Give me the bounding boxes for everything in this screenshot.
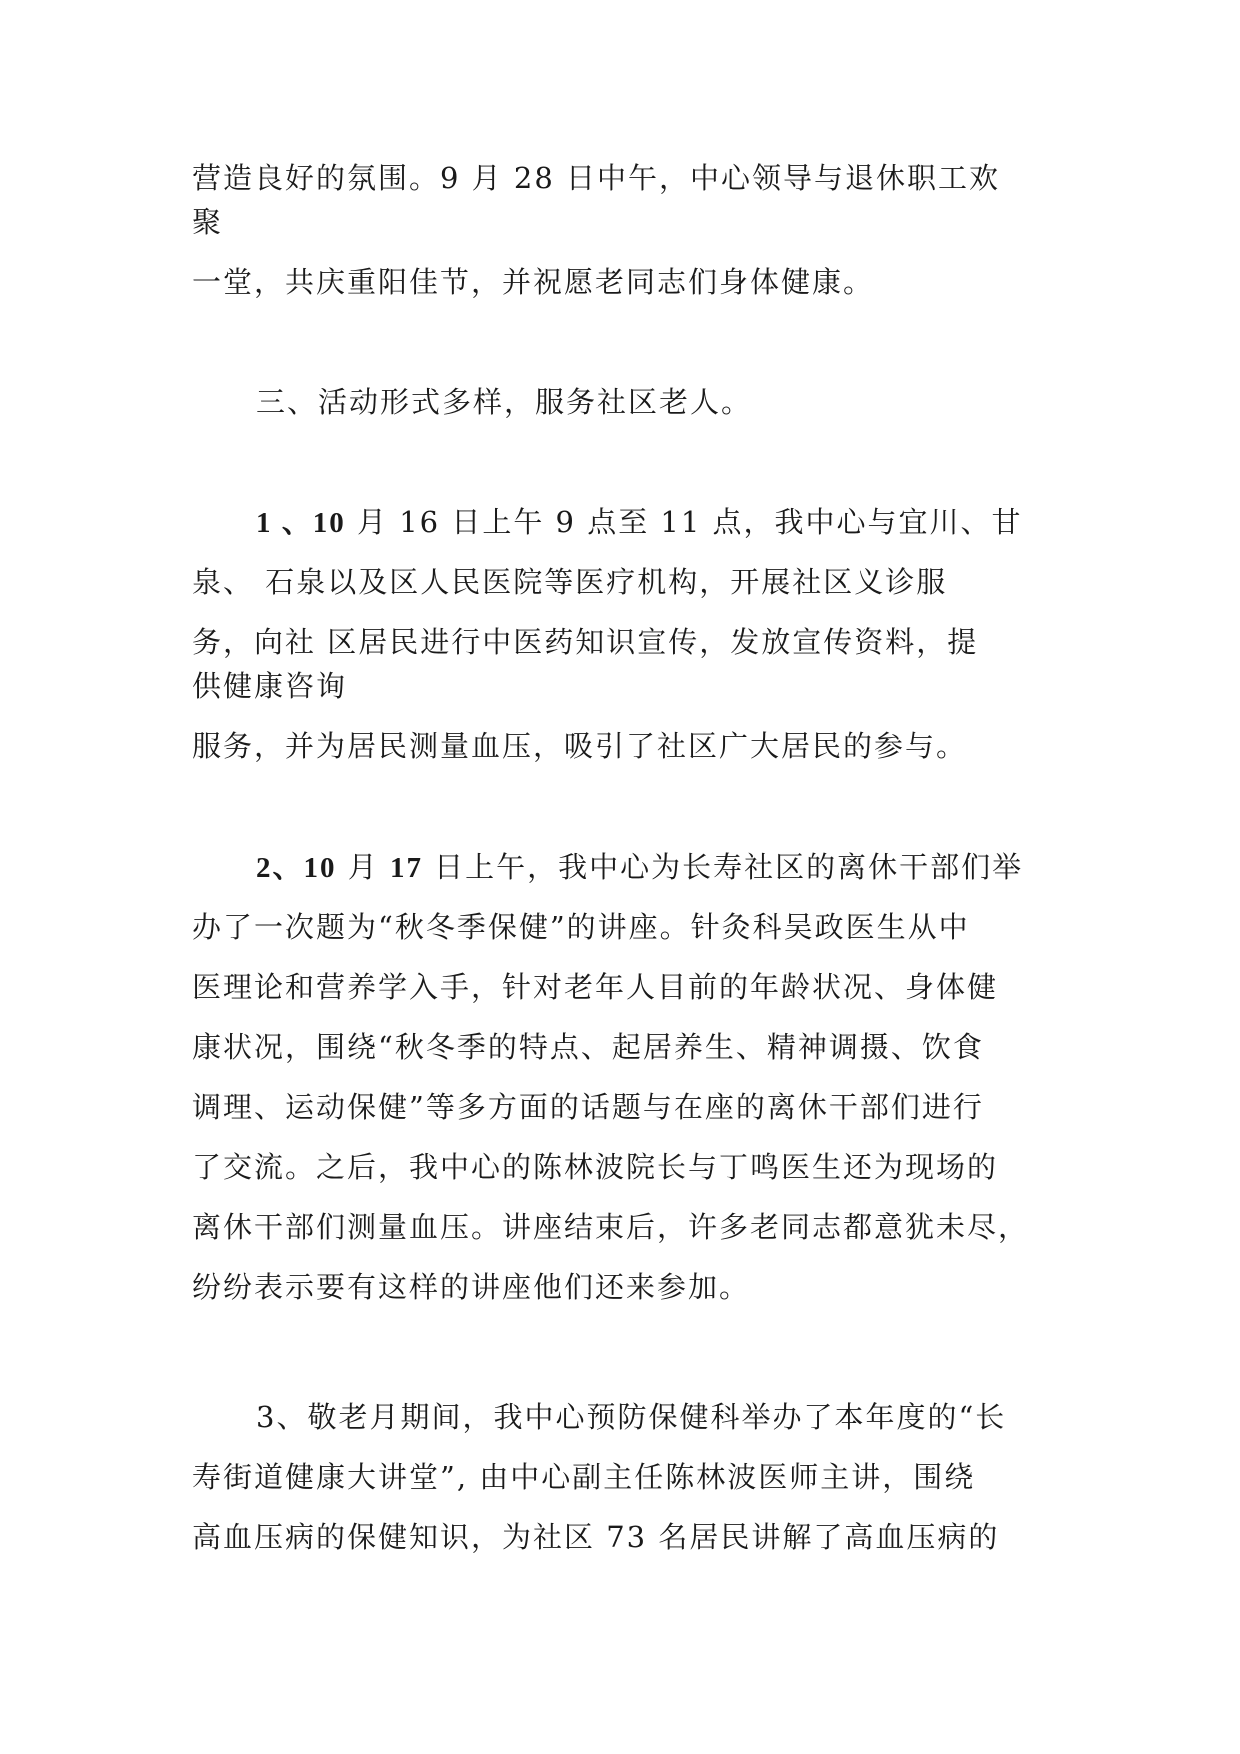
paragraph-1-line-2: 聚 xyxy=(192,205,224,239)
item-2-line-6: 了交流。之后，我中心的陈林波院长与丁鸣医生还为现场的 xyxy=(192,1150,999,1184)
item-2-line-1: 2、10 月 17 日上午，我中心为长寿社区的离休干部们举 xyxy=(256,850,1024,884)
item-2-line-3: 医理论和营养学入手，针对老年人目前的年龄状况、身体健 xyxy=(192,970,999,1004)
item-3-line-1: 3、敬老月期间，我中心预防保健科举办了本年度的“长 xyxy=(256,1400,1007,1434)
item-1-number: 1 、10 xyxy=(256,507,346,539)
item-3-line-3: 高血压病的保健知识，为社区 73 名居民讲解了高血压病的 xyxy=(192,1520,1000,1554)
item-2-day: 17 xyxy=(389,852,423,884)
item-1-line-1 xyxy=(256,502,1023,543)
item-1-line-1-rest: 月 16 日上午 9 点至 11 点，我中心与宜川、甘 xyxy=(356,505,1023,539)
section-heading: 三、活动形式多样，服务社区老人。 xyxy=(256,385,753,419)
item-2-line-4: 康状况，围绕“秋冬季的特点、起居养生、精神调摄、饮食 xyxy=(192,1030,984,1064)
paragraph-1-line-1: 营造良好的氛围。9 月 28 日中午，中心领导与退休职工欢 xyxy=(192,161,1001,195)
item-2-line-2: 办了一次题为“秋冬季保健”的讲座。针灸科吴政医生从中 xyxy=(192,910,970,944)
item-2-line-8: 纷纷表示要有这样的讲座他们还来参加。 xyxy=(192,1270,751,1304)
paragraph-1-line-3: 一堂，共庆重阳佳节，并祝愿老同志们身体健康。 xyxy=(192,265,875,299)
item-2-number: 2、10 xyxy=(256,852,337,884)
item-1-line-2: 泉、 石泉以及区人民医院等医疗机构，开展社区义诊服 xyxy=(192,565,948,599)
item-1-line-4: 供健康咨询 xyxy=(192,669,348,703)
item-2-line-7: 离休干部们测量血压。讲座结束后，许多老同志都意犹未尽， xyxy=(192,1210,1030,1244)
item-2-line-5: 调理、运动保健”等多方面的话题与在座的离休干部们进行 xyxy=(192,1090,984,1124)
item-3-line-2: 寿街道健康大讲堂”, 由中心副主任陈林波医师主讲，围绕 xyxy=(192,1460,976,1494)
item-1-line-5: 服务，并为居民测量血压，吸引了社区广大居民的参与。 xyxy=(192,729,968,763)
item-1-line-3: 务，向社 区居民进行中医药知识宣传，发放宣传资料，提 xyxy=(192,625,979,659)
